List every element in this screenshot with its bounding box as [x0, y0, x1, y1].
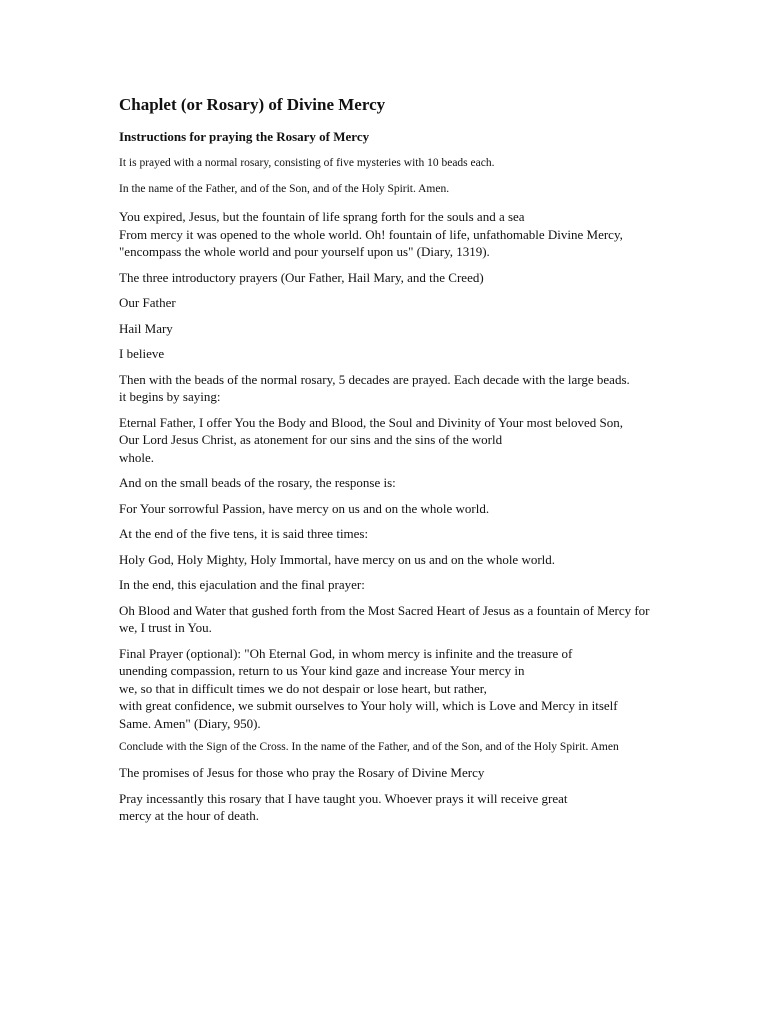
paragraph [119, 474, 699, 492]
intro-note: It is prayed with a normal rosary, consisting of five mysteries with 10 beads each. [119, 157, 495, 169]
text-line: The promises of Jesus for those who pray the Rosary of Divine Mercy [119, 765, 485, 780]
text-line: You expired, Jesus, but the fountain of life sprang forth for the souls and a sea [119, 209, 525, 224]
paragraph [119, 269, 699, 287]
text-line: we, I trust in You. [119, 620, 212, 635]
text-line: Our Lord Jesus Christ, as atonement for our sins and the sins of the world [119, 432, 503, 447]
document-subtitle: Instructions for praying the Rosary of Mercy [119, 129, 370, 144]
paragraph [119, 525, 699, 543]
text-line: In the end, this ejaculation and the final prayer: [119, 577, 365, 592]
text-line: we, so that in difficult times we do not despair or lose heart, but rather, [119, 680, 487, 696]
paragraph [119, 645, 699, 733]
paragraph [119, 345, 699, 363]
intro-sign-of-cross: In the name of the Father, and of the Son, and of the Holy Spirit. Amen. [119, 183, 450, 195]
text-line: And on the small beads of the rosary, the response is: [119, 475, 396, 490]
text-line: Same. Amen" (Diary, 950). [119, 715, 261, 731]
text-line: Pray incessantly this rosary that I have taught you. Whoever prays it will receive great [119, 790, 568, 806]
text-line: whole. [119, 449, 155, 465]
text-line: unending compassion, return to us Your kind gaze and increase Your mercy in [119, 663, 525, 678]
document-content [119, 95, 699, 833]
text-line: I believe [119, 346, 165, 361]
paragraph [119, 414, 699, 467]
paragraph [119, 320, 699, 338]
prayer-paragraphs [119, 208, 699, 732]
paragraph [119, 500, 699, 518]
text-line: The three introductory prayers (Our Father, Hail Mary, and the Creed) [119, 269, 484, 285]
paragraph [119, 208, 699, 261]
closing-paragraphs [119, 764, 699, 825]
text-line: mercy at the hour of death. [119, 808, 260, 823]
closing-paragraph [119, 790, 699, 825]
document-title: Chaplet (or Rosary) of Divine Mercy [119, 95, 386, 114]
text-line: For Your sorrowful Passion, have mercy on us and on the whole world. [119, 500, 490, 516]
text-line: Holy God, Holy Mighty, Holy Immortal, have mercy on us and on the whole world. [119, 551, 556, 567]
text-line: "encompass the whole world and pour yourself upon us" (Diary, 1319). [119, 244, 490, 259]
paragraph [119, 371, 699, 406]
text-line: At the end of the five tens, it is said three times: [119, 526, 369, 541]
text-line: Then with the beads of the normal rosary, 5 decades are prayed. Each decade with the large beads. [119, 371, 630, 387]
closing-paragraph [119, 764, 699, 782]
text-line: Hail Mary [119, 320, 173, 336]
text-line: From mercy it was opened to the whole world. Oh! fountain of life, unfathomable Divine Mercy, [119, 226, 623, 242]
paragraph [119, 576, 699, 594]
text-line: Our Father [119, 295, 176, 310]
text-line: with great confidence, we submit ourselves to Your holy will, which is Love and Mercy in itself [119, 698, 618, 713]
paragraph [119, 294, 699, 312]
paragraph [119, 551, 699, 569]
text-line: Final Prayer (optional): "Oh Eternal God, in whom mercy is infinite and the treasure of [119, 645, 573, 661]
text-line: Oh Blood and Water that gushed forth from the Most Sacred Heart of Jesus as a fountain of Mercy for [119, 602, 650, 618]
conclude-note: Conclude with the Sign of the Cross. In the name of the Father, and of the Son, and of the Holy Spirit. Amen [119, 741, 619, 753]
text-line: Eternal Father, I offer You the Body and Blood, the Soul and Divinity of Your most beloved Son, [119, 414, 624, 430]
text-line: it begins by saying: [119, 389, 221, 404]
paragraph [119, 602, 699, 637]
